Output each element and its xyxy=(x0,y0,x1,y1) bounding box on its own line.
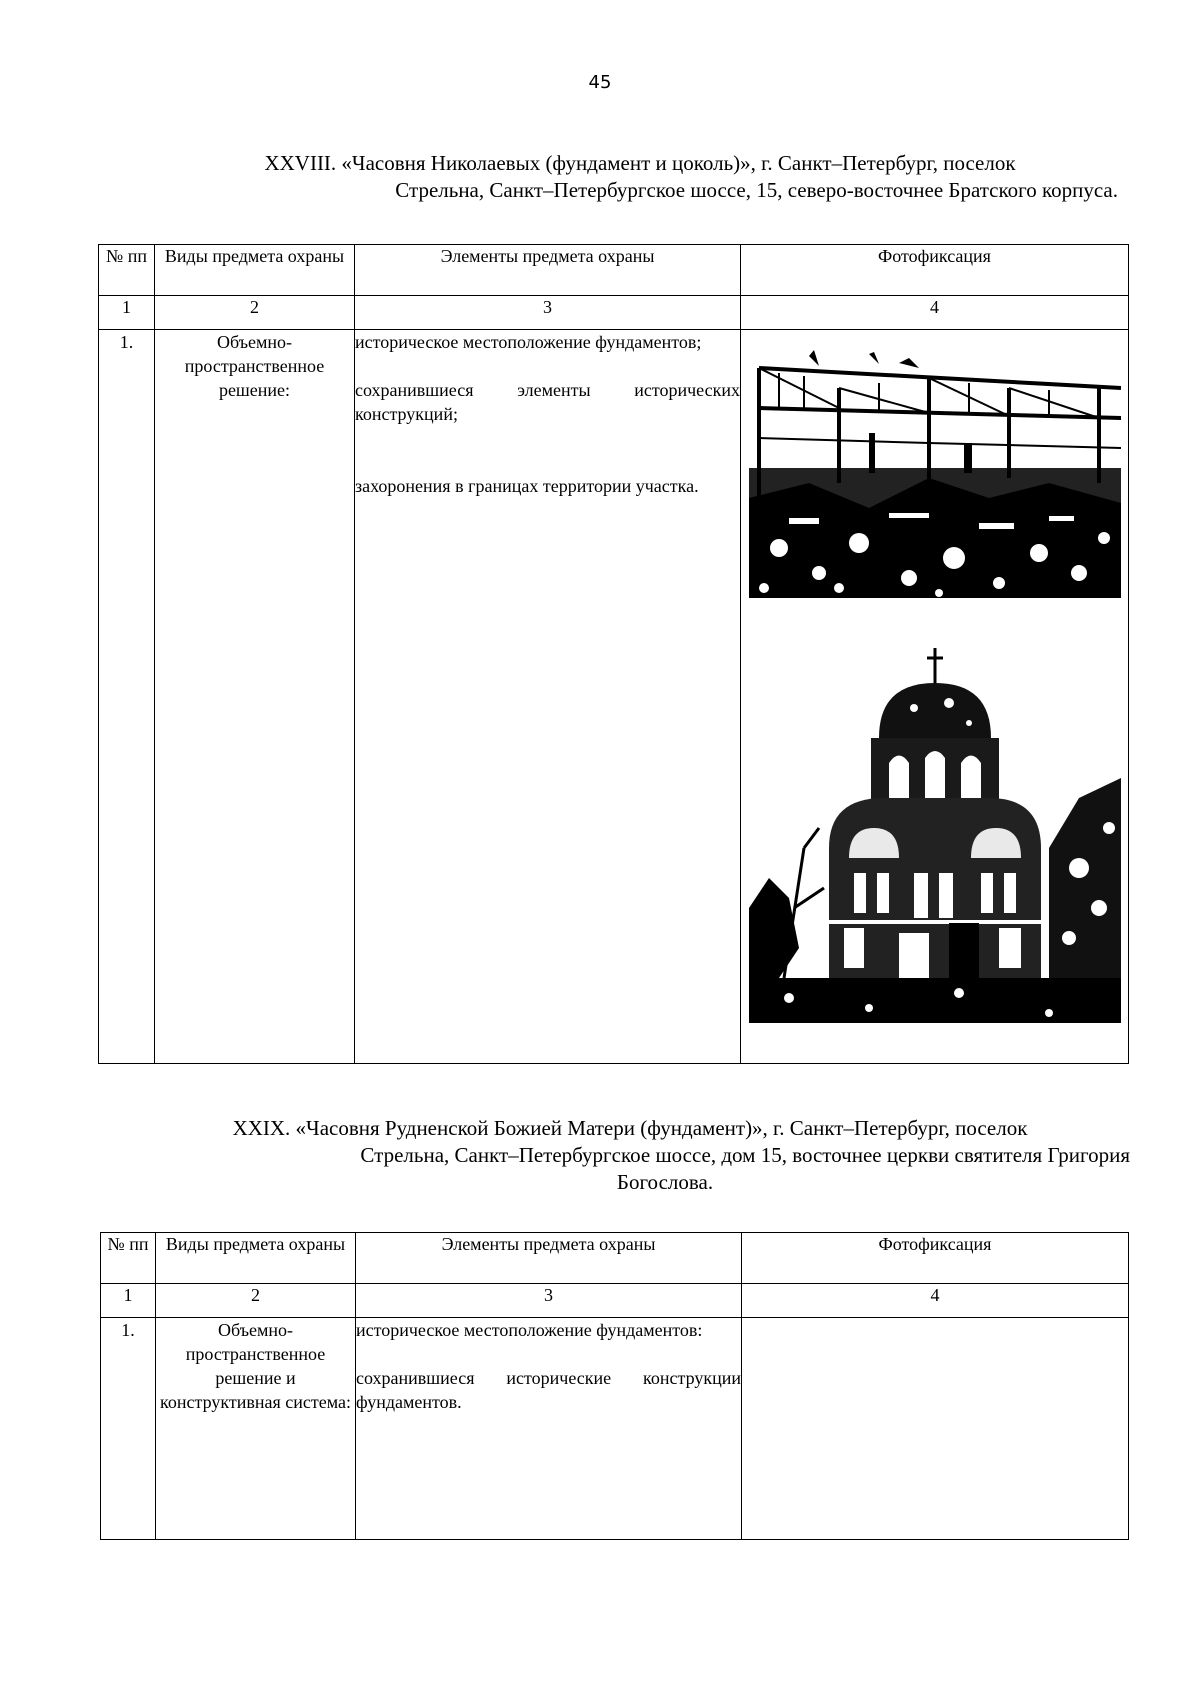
header-type: Виды предмета охраны xyxy=(156,1233,356,1284)
table-row xyxy=(99,330,1129,1064)
table-header-row xyxy=(101,1233,1129,1284)
page-number: 45 xyxy=(588,72,612,93)
section-heading-xxix xyxy=(100,1115,1130,1196)
table-column-number-row xyxy=(99,296,1129,330)
protection-table-xxix xyxy=(100,1232,1129,1540)
element-item: сохранившиеся исторические конструкции фундаментов. xyxy=(356,1368,741,1412)
row-elements xyxy=(356,1318,742,1540)
col-number-4: 4 xyxy=(741,296,1129,330)
element-item: историческое местоположение фундаментов: xyxy=(356,1320,703,1340)
table-row xyxy=(101,1318,1129,1540)
section-heading-line-2: Стрельна, Санкт–Петербургское шоссе, дом 15, восточнее церкви святителя Григория xyxy=(360,1143,1130,1167)
col-number-1: 1 xyxy=(99,296,155,330)
section-heading-line-1: XXVIII. «Часовня Николаевых (фундамент и цоколь)», г. Санкт–Петербург, поселок xyxy=(264,151,1016,175)
row-photos xyxy=(742,1318,1129,1540)
chapel-photo xyxy=(749,648,1121,1023)
table-header-row xyxy=(99,245,1129,296)
element-item: захоронения в границах территории участка. xyxy=(355,476,699,496)
col-number-2: 2 xyxy=(156,1284,356,1318)
row-number: 1. xyxy=(99,330,155,1064)
col-number-2: 2 xyxy=(155,296,355,330)
row-photos xyxy=(741,330,1129,1064)
col-number-3: 3 xyxy=(356,1284,742,1318)
header-type: Виды предмета охраны xyxy=(155,245,355,296)
element-item: сохранившиеся элементы исторических конструкций; xyxy=(355,380,740,424)
row-number: 1. xyxy=(101,1318,156,1540)
header-photo: Фотофиксация xyxy=(742,1233,1129,1284)
section-heading-xxviii xyxy=(100,150,1120,204)
row-protection-type: Объемно-пространственное решение: xyxy=(155,330,355,1064)
section-heading-line-2: Стрельна, Санкт–Петербургское шоссе, 15, северо-восточнее Братского корпуса. xyxy=(395,178,1118,202)
ruins-photo xyxy=(749,348,1121,598)
element-item: историческое местоположение фундаментов; xyxy=(355,332,702,352)
header-elements: Элементы предмета охраны xyxy=(355,245,741,296)
table-column-number-row xyxy=(101,1284,1129,1318)
col-number-3: 3 xyxy=(355,296,741,330)
header-photo: Фотофиксация xyxy=(741,245,1129,296)
header-elements: Элементы предмета охраны xyxy=(356,1233,742,1284)
col-number-4: 4 xyxy=(742,1284,1129,1318)
section-heading-line-3: Богослова. xyxy=(616,1170,714,1194)
row-protection-type: Объемно-пространственное решение и конструктивная система: xyxy=(156,1318,356,1540)
header-number: № пп xyxy=(99,245,155,296)
section-heading-line-1: XXIX. «Часовня Рудненской Божией Матери (фундамент)», г. Санкт–Петербург, поселок xyxy=(232,1116,1028,1140)
protection-table-xxviii xyxy=(98,244,1129,1064)
col-number-1: 1 xyxy=(101,1284,156,1318)
header-number: № пп xyxy=(101,1233,156,1284)
row-elements xyxy=(355,330,741,1064)
